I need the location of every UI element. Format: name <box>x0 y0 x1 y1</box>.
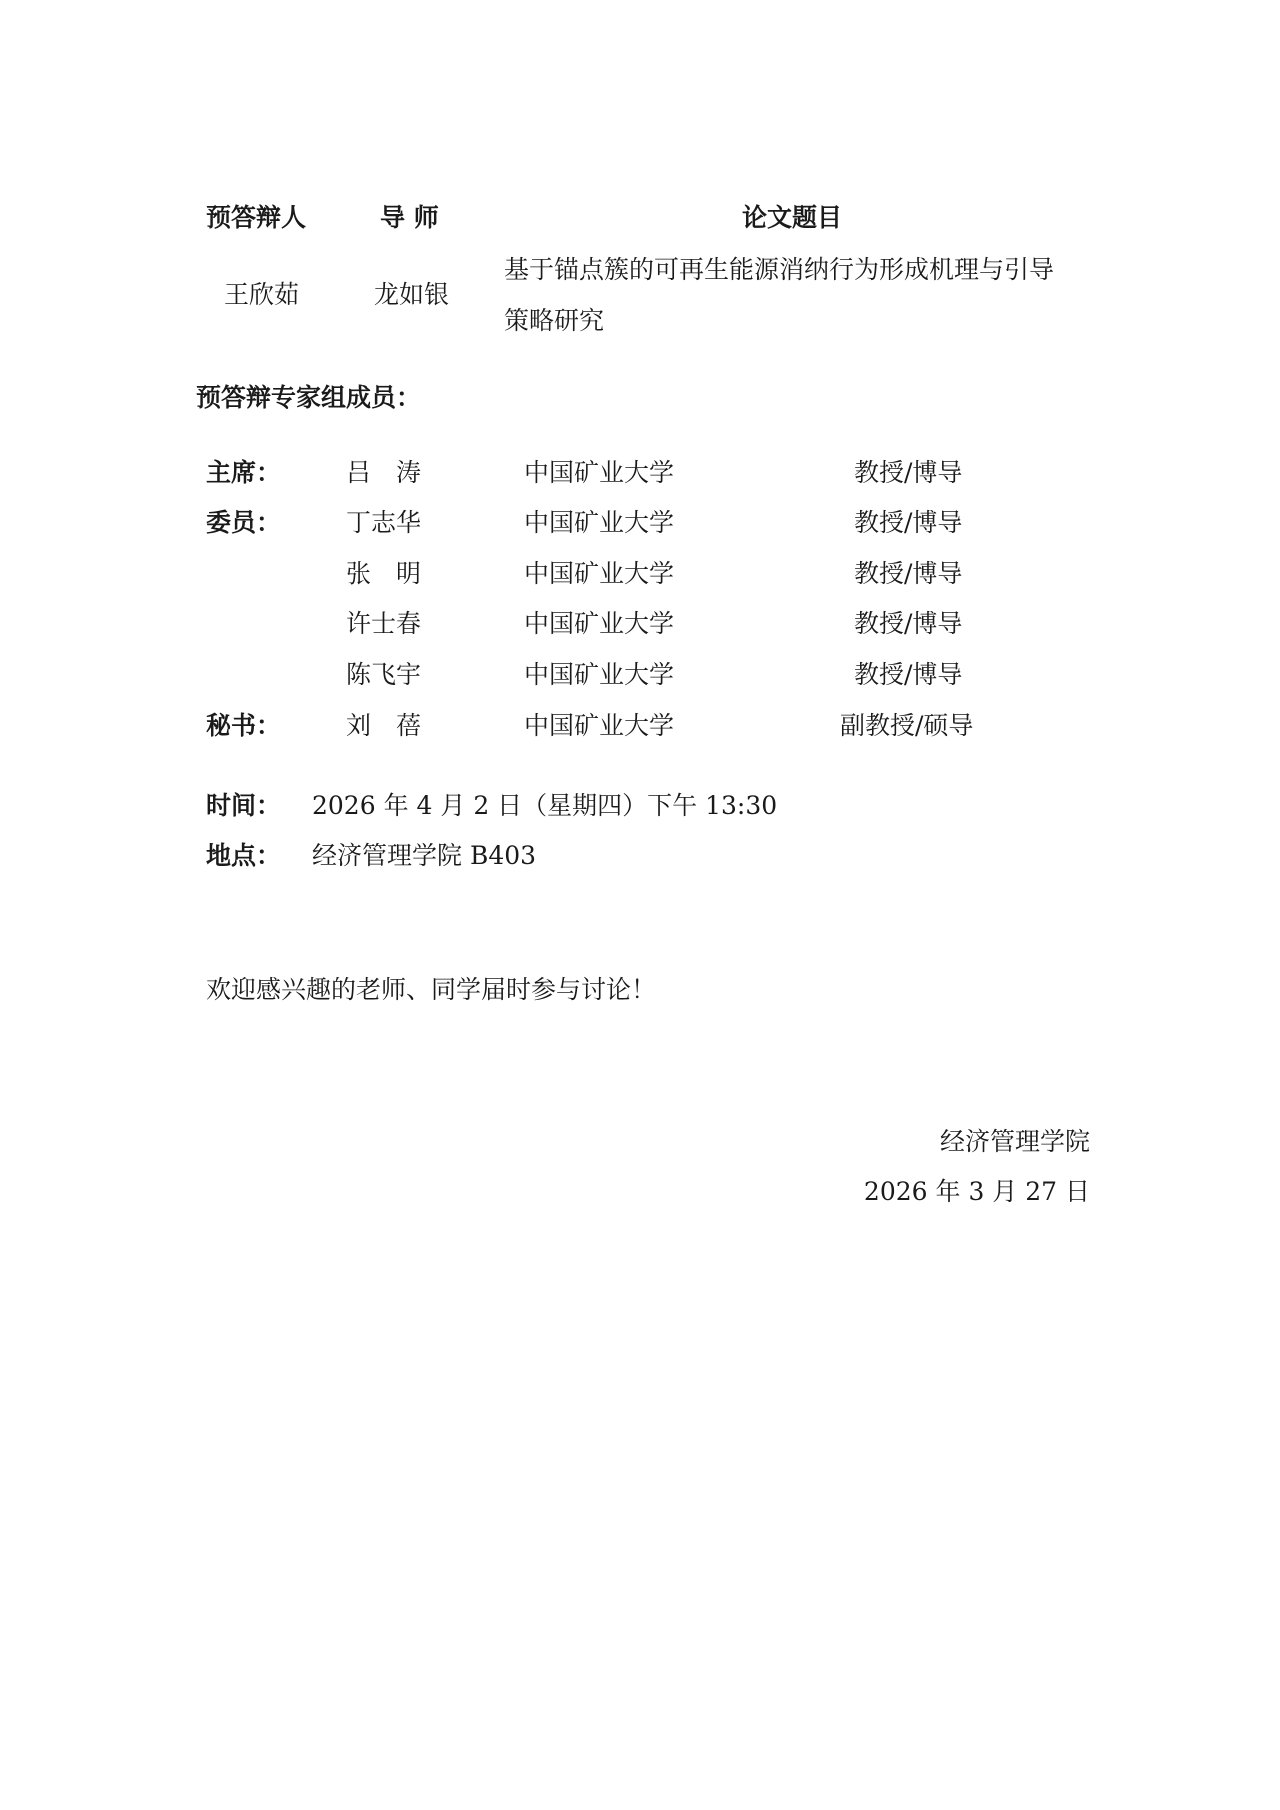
member-name: 张 明 <box>346 559 422 588</box>
signature-date: 2026 年 3 月 27 日 <box>863 1177 1090 1206</box>
member-role: 主席： <box>206 458 282 487</box>
thesis-title-line2: 策略研究 <box>504 306 605 335</box>
student-advisor: 龙如银 <box>374 280 450 309</box>
place-label: 地点： <box>206 841 282 870</box>
member-name: 丁志华 <box>346 508 422 537</box>
header-thesis-title: 论文题目 <box>742 203 843 232</box>
time-value: 2026 年 4 月 2 日（星期四）下午 13:30 <box>312 791 778 820</box>
member-name: 刘 蓓 <box>346 711 422 740</box>
header-defender: 预答辩人 <box>206 203 307 232</box>
member-org: 中国矿业大学 <box>524 711 675 740</box>
member-org: 中国矿业大学 <box>524 508 675 537</box>
member-org: 中国矿业大学 <box>524 458 675 487</box>
welcome-message: 欢迎感兴趣的老师、同学届时参与讨论！ <box>206 975 657 1004</box>
member-title: 教授/博导 <box>854 609 963 638</box>
member-title: 教授/博导 <box>854 559 963 588</box>
member-title: 教授/博导 <box>854 458 963 487</box>
header-advisor: 导 师 <box>380 203 439 232</box>
member-title: 教授/博导 <box>854 508 963 537</box>
member-name: 陈飞宇 <box>346 660 422 689</box>
member-role: 委员： <box>206 508 282 537</box>
place-value: 经济管理学院 B403 <box>312 841 537 870</box>
member-role: 秘书： <box>206 711 282 740</box>
member-title: 副教授/硕导 <box>840 711 974 740</box>
time-label: 时间： <box>206 791 282 820</box>
member-org: 中国矿业大学 <box>524 559 675 588</box>
thesis-title-line1: 基于锚点簇的可再生能源消纳行为形成机理与引导 <box>504 255 1055 284</box>
student-name: 王欣茹 <box>224 280 300 309</box>
signature-org: 经济管理学院 <box>939 1127 1090 1156</box>
member-org: 中国矿业大学 <box>524 660 675 689</box>
member-org: 中国矿业大学 <box>524 609 675 638</box>
committee-heading: 预答辩专家组成员： <box>196 383 422 412</box>
member-name: 吕 涛 <box>346 458 422 487</box>
member-title: 教授/博导 <box>854 660 963 689</box>
member-name: 许士春 <box>346 609 422 638</box>
